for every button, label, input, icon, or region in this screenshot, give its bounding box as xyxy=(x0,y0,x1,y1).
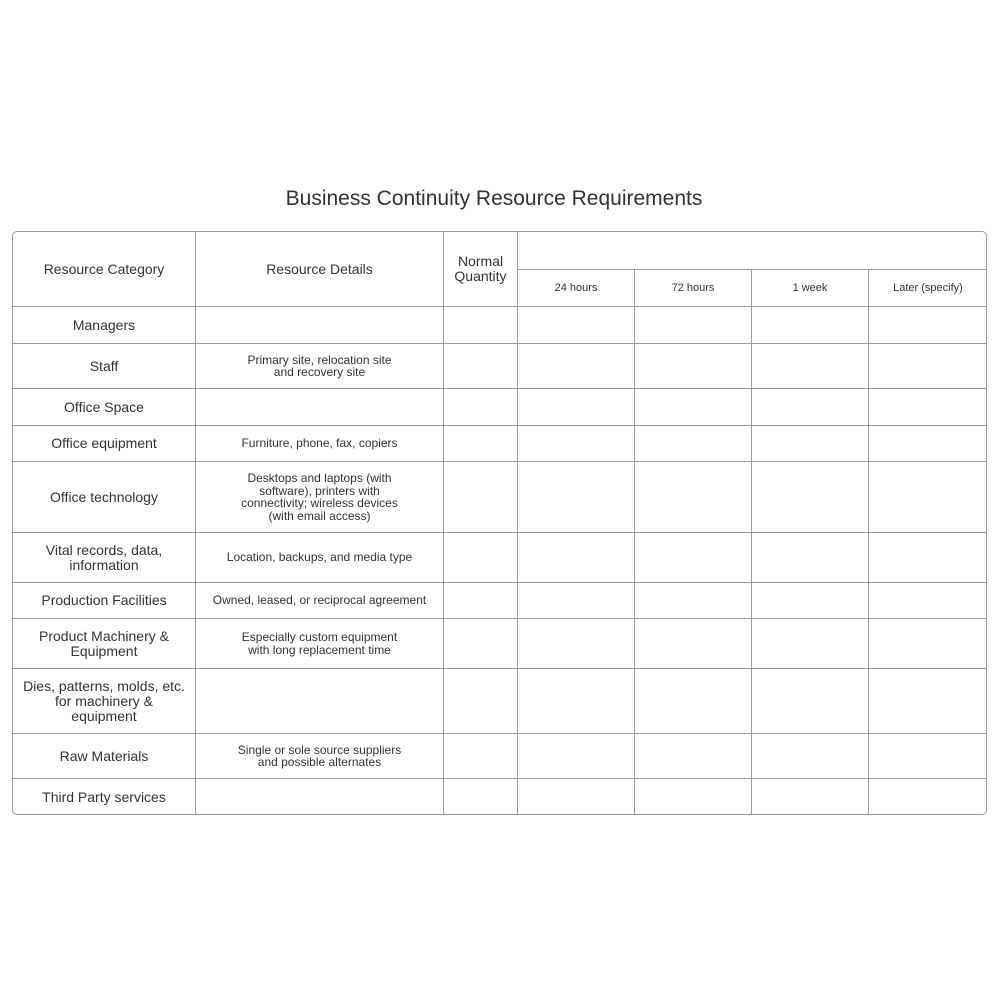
table-row xyxy=(13,734,988,779)
table-row xyxy=(13,533,988,583)
normal-quantity-cell[interactable] xyxy=(444,619,518,669)
normal-quantity-cell[interactable] xyxy=(444,734,518,779)
requirement-24-hours-cell[interactable] xyxy=(518,734,635,779)
resource-category-cell: Office Space xyxy=(13,389,196,426)
resource-details-cell: Furniture, phone, fax, copiers xyxy=(196,426,444,462)
requirement-1-week-cell[interactable] xyxy=(752,389,869,426)
requirement-24-hours-cell[interactable] xyxy=(518,583,635,619)
table-row xyxy=(13,389,988,426)
table-row xyxy=(13,619,988,669)
resource-category-cell: Dies, patterns, molds, etc. for machinery & equipment xyxy=(13,669,196,734)
requirement-24-hours-cell[interactable] xyxy=(518,307,635,344)
resource-category-cell: Staff xyxy=(13,344,196,389)
requirement-72-hours-cell[interactable] xyxy=(635,779,752,816)
requirement-later-cell[interactable] xyxy=(869,779,988,816)
table-row xyxy=(13,344,988,389)
requirement-24-hours-cell[interactable] xyxy=(518,344,635,389)
requirement-1-week-cell[interactable] xyxy=(752,779,869,816)
resource-details-cell: Location, backups, and media type xyxy=(196,533,444,583)
header-time-period-span xyxy=(518,232,988,270)
requirement-1-week-cell[interactable] xyxy=(752,462,869,533)
normal-quantity-cell[interactable] xyxy=(444,389,518,426)
resource-category-cell: Office technology xyxy=(13,462,196,533)
requirement-24-hours-cell[interactable] xyxy=(518,389,635,426)
resource-details-cell: Desktops and laptops (with software), printers with connectivity; wireless devices (with email access) xyxy=(196,462,444,533)
requirement-later-cell[interactable] xyxy=(869,734,988,779)
header-24-hours: 24 hours xyxy=(518,270,635,307)
resource-category-cell: Production Facilities xyxy=(13,583,196,619)
requirement-later-cell[interactable] xyxy=(869,619,988,669)
requirement-24-hours-cell[interactable] xyxy=(518,779,635,816)
requirement-24-hours-cell[interactable] xyxy=(518,426,635,462)
table-row xyxy=(13,779,988,816)
normal-quantity-cell[interactable] xyxy=(444,669,518,734)
normal-quantity-cell[interactable] xyxy=(444,533,518,583)
requirement-later-cell[interactable] xyxy=(869,583,988,619)
resource-details-cell: Especially custom equipment with long replacement time xyxy=(196,619,444,669)
requirement-1-week-cell[interactable] xyxy=(752,533,869,583)
header-row xyxy=(13,232,988,270)
resource-details-cell xyxy=(196,389,444,426)
requirement-72-hours-cell[interactable] xyxy=(635,389,752,426)
table-row xyxy=(13,462,988,533)
requirement-later-cell[interactable] xyxy=(869,426,988,462)
requirement-72-hours-cell[interactable] xyxy=(635,426,752,462)
requirement-1-week-cell[interactable] xyxy=(752,619,869,669)
requirement-later-cell[interactable] xyxy=(869,307,988,344)
table-row xyxy=(13,307,988,344)
header-normal-quantity: Normal Quantity xyxy=(444,232,518,307)
requirement-72-hours-cell[interactable] xyxy=(635,533,752,583)
requirement-72-hours-cell[interactable] xyxy=(635,307,752,344)
requirement-1-week-cell[interactable] xyxy=(752,344,869,389)
resource-details-cell: Owned, leased, or reciprocal agreement xyxy=(196,583,444,619)
header-1-week: 1 week xyxy=(752,270,869,307)
requirement-1-week-cell[interactable] xyxy=(752,426,869,462)
requirement-72-hours-cell[interactable] xyxy=(635,669,752,734)
requirement-72-hours-cell[interactable] xyxy=(635,734,752,779)
requirement-72-hours-cell[interactable] xyxy=(635,619,752,669)
requirement-later-cell[interactable] xyxy=(869,462,988,533)
table-row xyxy=(13,583,988,619)
normal-quantity-cell[interactable] xyxy=(444,462,518,533)
normal-quantity-cell[interactable] xyxy=(444,779,518,816)
requirement-24-hours-cell[interactable] xyxy=(518,462,635,533)
requirement-1-week-cell[interactable] xyxy=(752,583,869,619)
resource-category-cell: Vital records, data, information xyxy=(13,533,196,583)
requirement-later-cell[interactable] xyxy=(869,344,988,389)
resource-category-cell: Raw Materials xyxy=(13,734,196,779)
resource-details-cell xyxy=(196,779,444,816)
resource-details-cell xyxy=(196,307,444,344)
requirement-1-week-cell[interactable] xyxy=(752,307,869,344)
resource-details-cell: Primary site, relocation site and recovery site xyxy=(196,344,444,389)
requirement-24-hours-cell[interactable] xyxy=(518,619,635,669)
page-title: Business Continuity Resource Requirements xyxy=(285,187,703,210)
resource-category-cell: Third Party services xyxy=(13,779,196,816)
requirement-later-cell[interactable] xyxy=(869,533,988,583)
resource-category-cell: Office equipment xyxy=(13,426,196,462)
header-72-hours: 72 hours xyxy=(635,270,752,307)
table-row xyxy=(13,426,988,462)
header-resource-details: Resource Details xyxy=(196,232,444,307)
header-later-specify: Later (specify) xyxy=(869,270,988,307)
normal-quantity-cell[interactable] xyxy=(444,344,518,389)
resource-details-cell xyxy=(196,669,444,734)
header-resource-category: Resource Category xyxy=(13,232,196,307)
requirement-72-hours-cell[interactable] xyxy=(635,462,752,533)
requirement-1-week-cell[interactable] xyxy=(752,734,869,779)
resource-category-cell: Managers xyxy=(13,307,196,344)
requirement-24-hours-cell[interactable] xyxy=(518,669,635,734)
resource-requirements-table xyxy=(12,231,987,815)
requirement-72-hours-cell[interactable] xyxy=(635,583,752,619)
resource-category-cell: Product Machinery & Equipment xyxy=(13,619,196,669)
table-row xyxy=(13,669,988,734)
requirement-72-hours-cell[interactable] xyxy=(635,344,752,389)
resource-details-cell: Single or sole source suppliers and possible alternates xyxy=(196,734,444,779)
normal-quantity-cell[interactable] xyxy=(444,307,518,344)
normal-quantity-cell[interactable] xyxy=(444,583,518,619)
requirement-24-hours-cell[interactable] xyxy=(518,533,635,583)
requirement-later-cell[interactable] xyxy=(869,669,988,734)
requirement-1-week-cell[interactable] xyxy=(752,669,869,734)
requirement-later-cell[interactable] xyxy=(869,389,988,426)
normal-quantity-cell[interactable] xyxy=(444,426,518,462)
